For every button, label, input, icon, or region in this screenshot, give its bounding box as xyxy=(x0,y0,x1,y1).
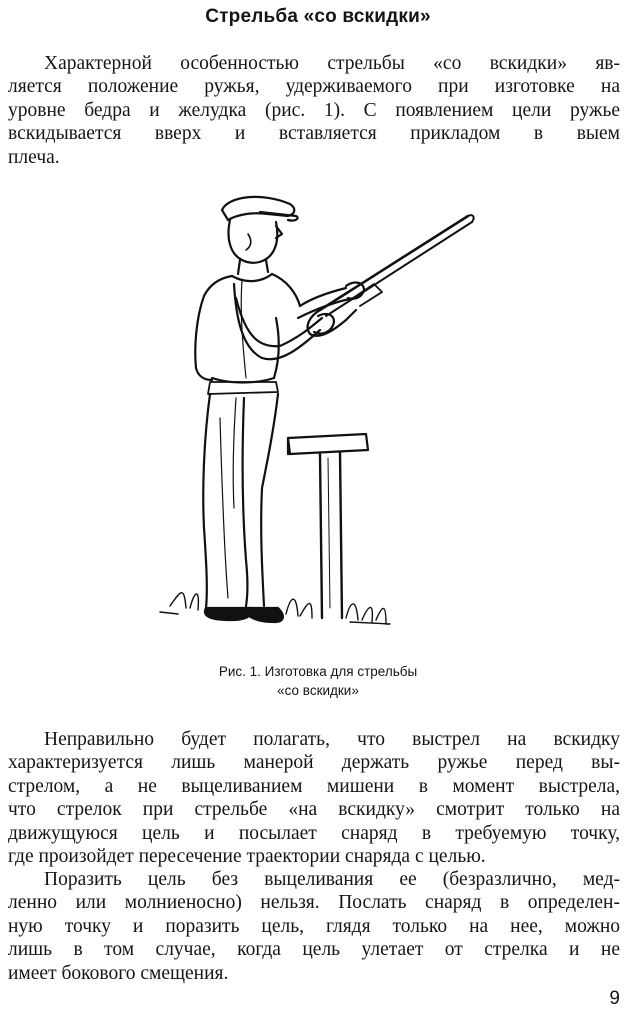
text-line: стрелом, а не выцеливанием мишени в момент выстрела, xyxy=(8,775,620,797)
caption-line: Рис. 1. Изготовка для стрельбы xyxy=(218,664,418,679)
text-line: Неправильно будет полагать, что выстрел на вскидку xyxy=(44,729,620,750)
text-line: Поразить цель без выцеливания ее (безразлично, мед- xyxy=(44,869,620,890)
text-line: уровне бедра и желудка (рис. 1). С появлением цели ружье xyxy=(8,99,620,121)
text-line: имеет бокового смещения. xyxy=(8,962,229,984)
shooter-illustration xyxy=(150,188,490,638)
page-number: 9 xyxy=(609,988,620,1009)
paragraph-2 xyxy=(8,728,620,868)
text-line: ную точку и поразить цель, глядя только на нее, можно xyxy=(8,915,620,937)
caption-line: «со вскидки» xyxy=(277,683,359,698)
text-line: ляется положение ружья, удерживаемого при изготовке на xyxy=(8,76,620,98)
figure-caption xyxy=(0,662,636,700)
text-line: ленно или молниеносно) нельзя. Послать снаряд в определен- xyxy=(8,892,620,914)
text-line: плеча. xyxy=(8,146,60,168)
text-line: что стрелок при стрельбе «на вскидку» смотрит только на xyxy=(8,799,620,821)
paragraph-1 xyxy=(8,52,620,169)
text-line: вскидывается вверх и вставляется прикладом в выем xyxy=(8,123,620,145)
text-line: Характерной особенностью стрельбы «со вскидки» яв- xyxy=(44,53,620,74)
text-line: характеризуется лишь манерой держать ружье перед вы- xyxy=(8,752,620,774)
section-heading: Стрельба «со вскидки» xyxy=(205,6,431,27)
text-line: где произойдет пересечение траектории снаряда с целью. xyxy=(8,846,486,868)
text-line: движущуюся цель и посылает снаряд в требуемую точку, xyxy=(8,822,620,844)
text-line: лишь в том случае, когда цель улетает от стрелка и не xyxy=(8,939,620,961)
paragraph-3 xyxy=(8,868,620,985)
